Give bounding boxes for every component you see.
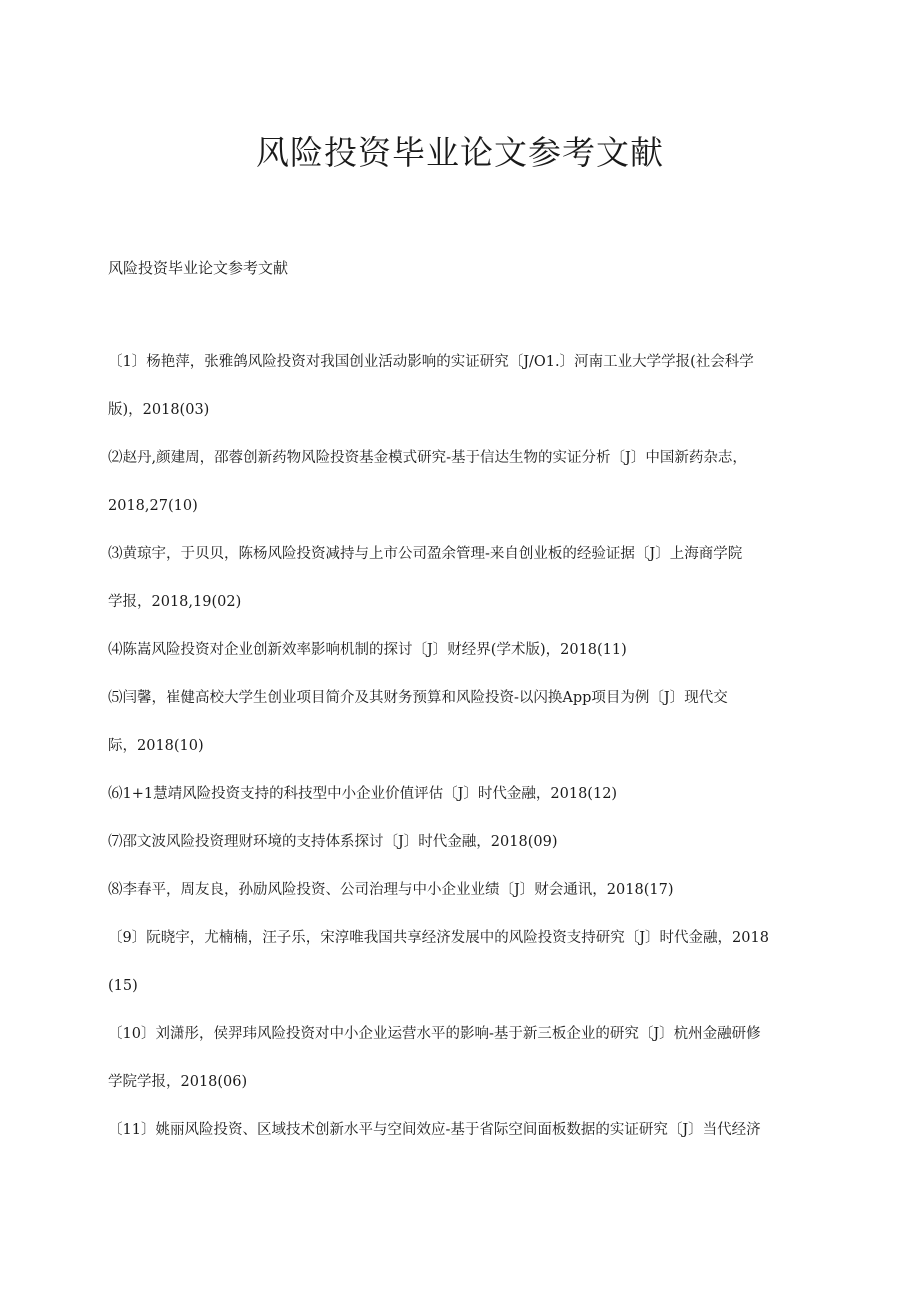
reference-line: ⑸闫馨，崔健高校大学生创业项目简介及其财务预算和风险投资-以闪换App项目为例〔J〕现代交 (108, 690, 728, 706)
reference-item (108, 1106, 808, 1154)
reference-line: 〔11〕姚丽风险投资、区域技术创新水平与空间效应-基于省际空间面板数据的实证研究〔J〕当代经济 (108, 1122, 761, 1138)
reference-line: 学院学报，2018(06) (108, 1074, 248, 1090)
reference-item (108, 338, 808, 434)
reference-line: 际，2018(10) (108, 738, 204, 754)
reference-list (108, 338, 808, 1154)
reference-line: 版)，2018(03) (108, 402, 210, 418)
reference-line: ⑵赵丹,颜建周，邵蓉创新药物风险投资基金模式研究-基于信达生物的实证分析〔J〕中国新药杂志， (108, 450, 747, 466)
reference-line: 〔9〕阮晓宇，尤楠楠，汪子乐，宋淳唯我国共享经济发展中的风险投资支持研究〔J〕时代金融，2018 (108, 930, 769, 946)
reference-item (108, 818, 808, 866)
document-subtitle: 风险投资毕业论文参考文献 (108, 259, 289, 277)
reference-line: ⑹1+1慧靖风险投资支持的科技型中小企业价值评估〔J〕时代金融，2018(12) (108, 786, 618, 802)
reference-line: ⑻李春平，周友良，孙励风险投资、公司治理与中小企业业绩〔J〕财会通讯，2018(17) (108, 882, 674, 898)
reference-item (108, 626, 808, 674)
reference-line: ⑶黄琼宇，于贝贝，陈杨风险投资减持与上市公司盈余管理-来自创业板的经验证据〔J〕上海商学院 (108, 546, 743, 562)
reference-item (108, 770, 808, 818)
reference-item (108, 434, 808, 530)
reference-item (108, 674, 808, 770)
reference-item (108, 914, 808, 1010)
reference-line: 〔1〕杨艳萍，张雅鸽风险投资对我国创业活动影响的实证研究〔J/O1.〕河南工业大学学报(社会科学 (108, 354, 754, 370)
reference-item (108, 530, 808, 626)
reference-line: (15) (108, 978, 138, 994)
reference-item (108, 866, 808, 914)
reference-line: 〔10〕刘潇彤，侯羿玮风险投资对中小企业运营水平的影响-基于新三板企业的研究〔J〕杭州金融研修 (108, 1026, 761, 1042)
reference-line: 学报，2018,19(02) (108, 594, 242, 610)
document-title: 风险投资毕业论文参考文献 (256, 133, 664, 172)
reference-line: 2018,27(10) (108, 498, 198, 514)
reference-line: ⑺邵文波风险投资理财环境的支持体系探讨〔J〕时代金融，2018(09) (108, 834, 558, 850)
reference-line: ⑷陈嵩风险投资对企业创新效率影响机制的探讨〔J〕财经界(学术版)，2018(11) (108, 642, 627, 658)
reference-item (108, 1010, 808, 1106)
